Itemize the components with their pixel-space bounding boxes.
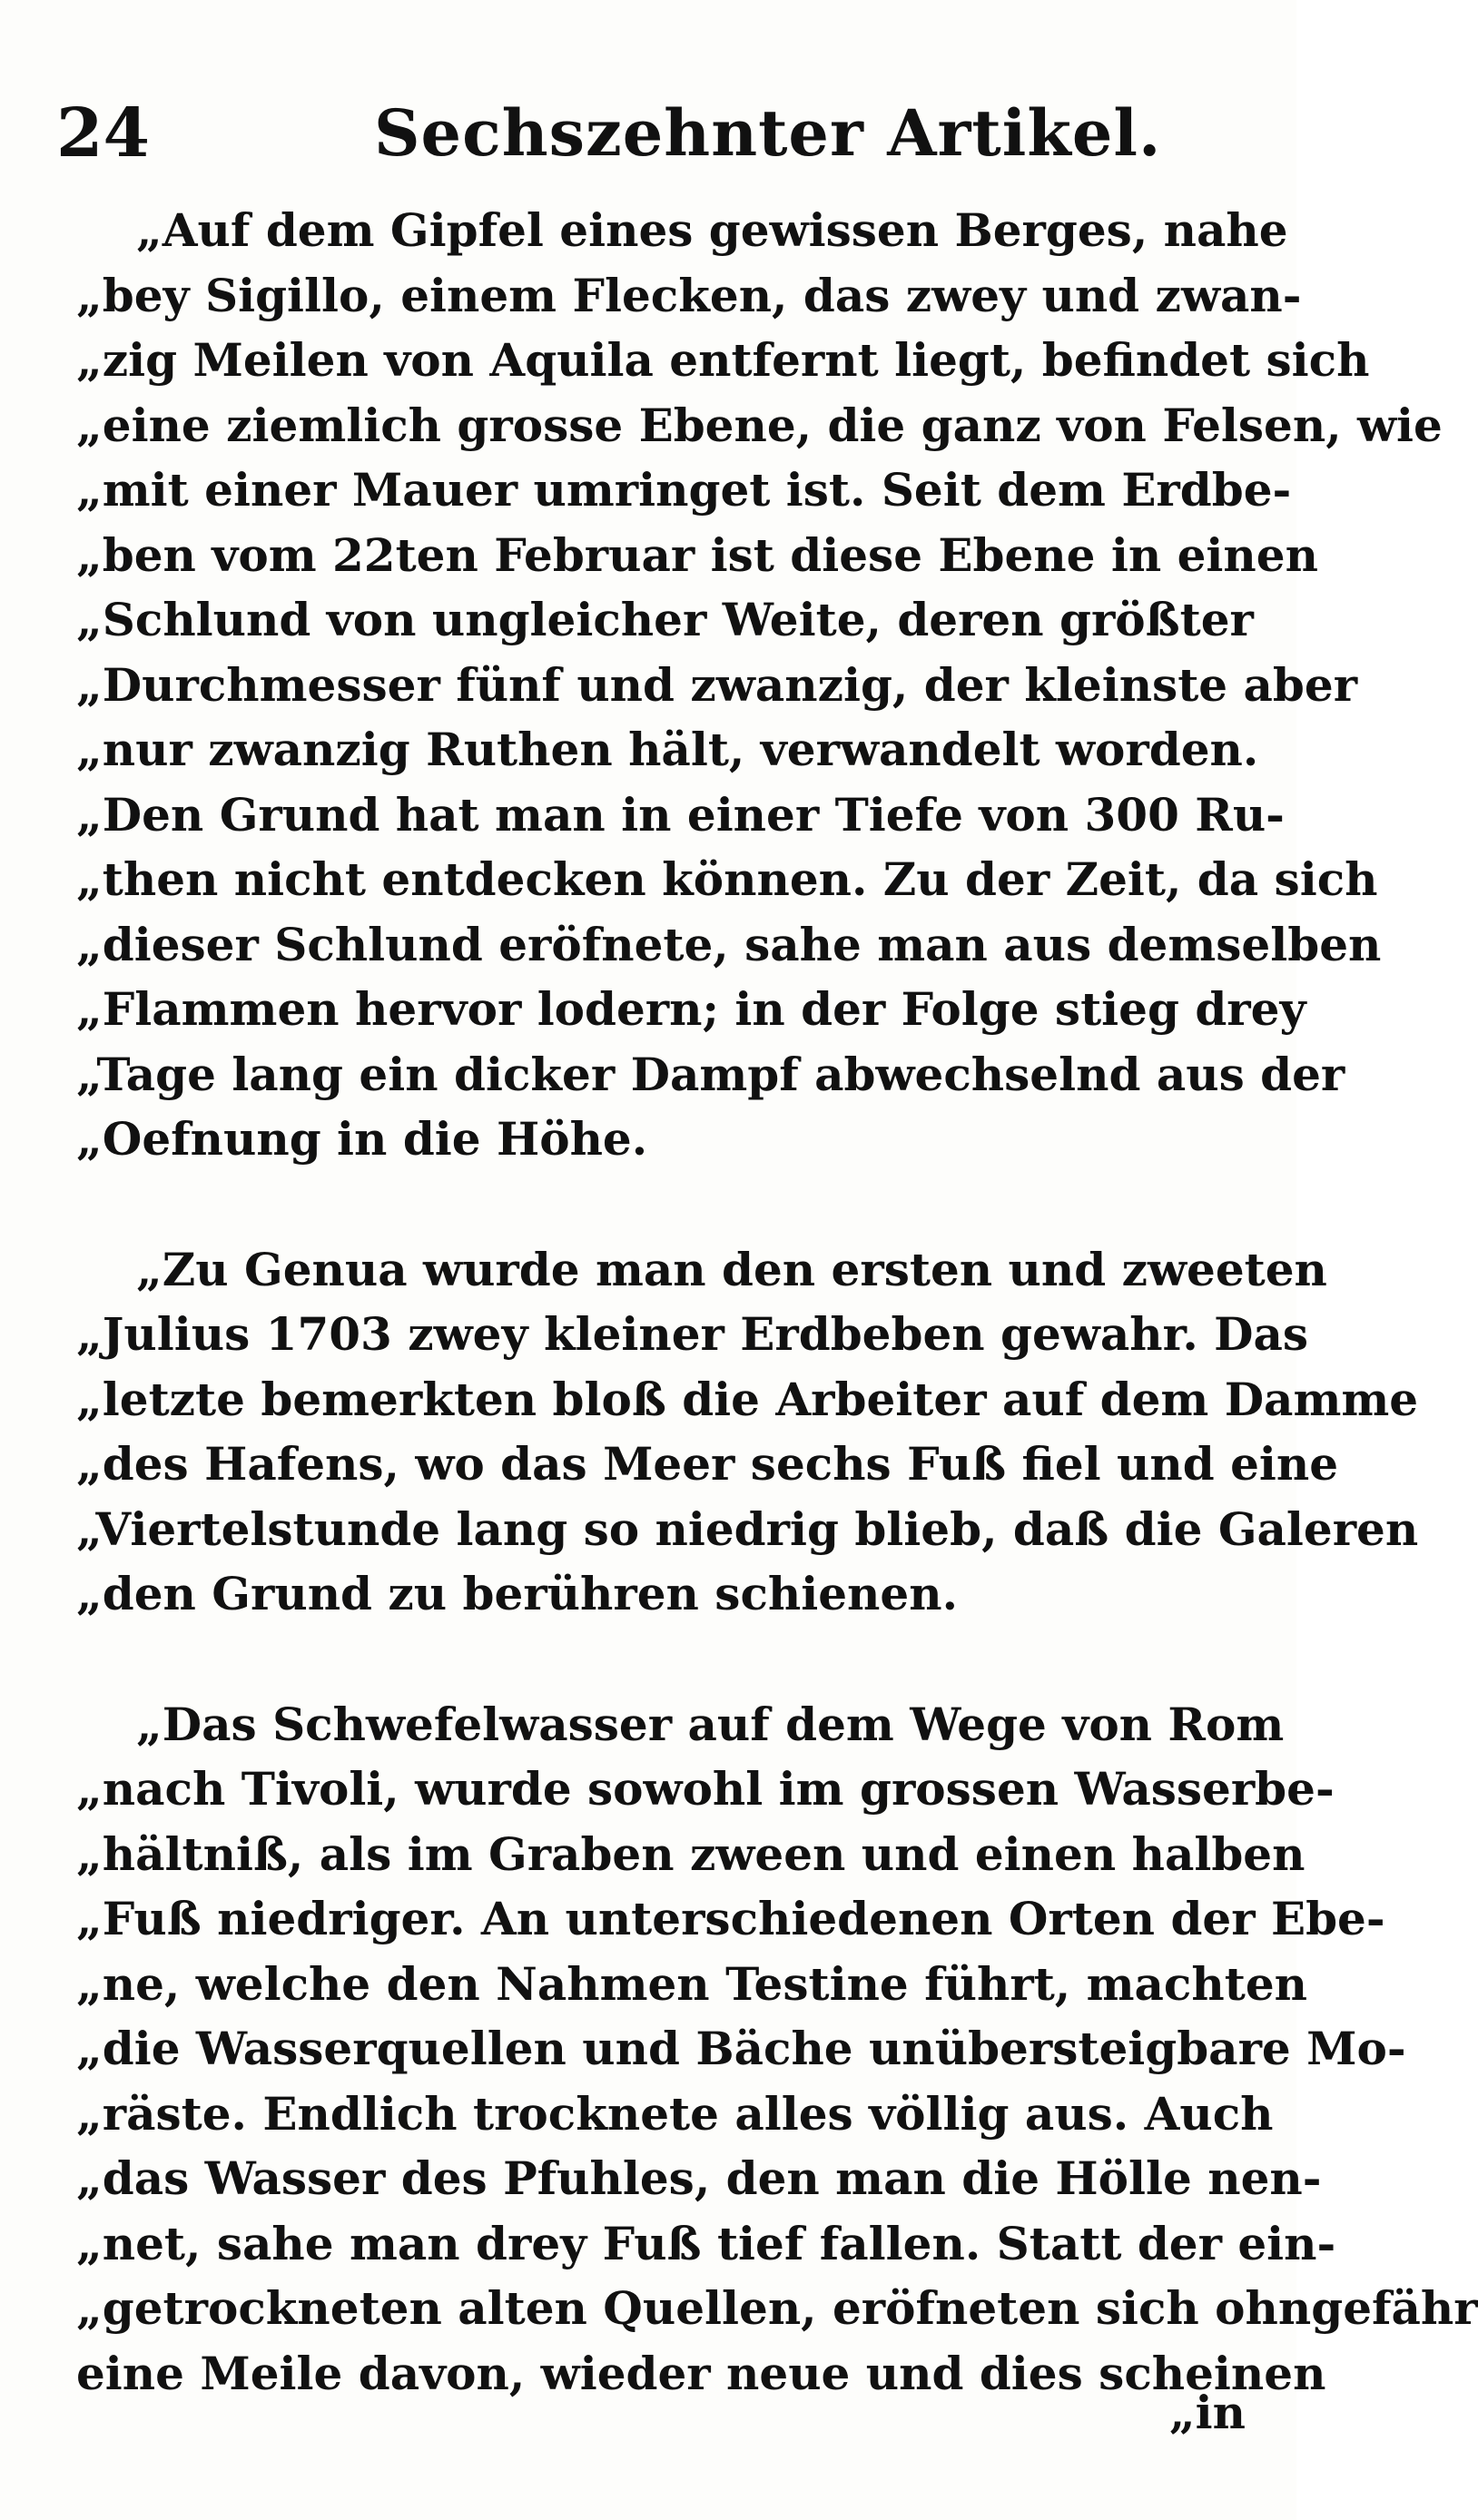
text-line: „die Wasserquellen und Bäche unübersteigbare Mo- — [76, 2022, 1406, 2075]
catchword: „in — [1168, 2386, 1246, 2439]
text-line: „Auf dem Gipfel eines gewissen Berges, nahe — [136, 203, 1288, 257]
text-line: „then nicht entdecken können. Zu der Zeit, da sich — [76, 852, 1378, 906]
page-number: 24 — [56, 94, 150, 172]
text-line: „letzte bemerkten bloß die Arbeiter auf dem Damme — [76, 1372, 1419, 1426]
paragraph-genua — [76, 1237, 1419, 1627]
text-line: „Schlund von ungleicher Weite, deren größter — [76, 593, 1254, 646]
text-line: „eine ziemlich grosse Ebene, die ganz von Felsen, wie — [76, 398, 1443, 452]
text-line: „räste. Endlich trocknete alles völlig aus. Auch — [76, 2086, 1274, 2141]
text-line: „net, sahe man drey Fuß tief fallen. Statt der ein- — [76, 2216, 1336, 2270]
paragraph-tivoli — [76, 1692, 1478, 2407]
text-line: „bey Sigillo, einem Flecken, das zwey und zwan- — [76, 268, 1302, 322]
text-line: „getrockneten alten Quellen, eröfneten sich ohngefähr — [76, 2281, 1478, 2335]
text-line: „Zu Genua wurde man den ersten und zweeten — [136, 1242, 1327, 1296]
text-line: „Fuß niedriger. An unterschiedenen Orten der Ebe- — [76, 1892, 1385, 1945]
text-line: „zig Meilen von Aquila entfernt liegt, befindet sich — [76, 333, 1370, 387]
text-line: „Oefnung in die Höhe. — [76, 1112, 648, 1166]
text-line: „nur zwanzig Ruthen hält, verwandelt worden. — [76, 723, 1259, 776]
body-text — [76, 198, 1478, 2406]
text-line: „Durchmesser fünf und zwanzig, der kleinste aber — [76, 657, 1358, 712]
text-line: „Tage lang ein dicker Dampf abwechselnd aus der — [76, 1047, 1345, 1101]
text-line: „des Hafens, wo das Meer sechs Fuß fiel und eine — [76, 1437, 1339, 1491]
text-line: „Den Grund hat man in einer Tiefe von 300 Ru- — [76, 787, 1285, 842]
running-head: Sechszehnter Artikel. — [374, 95, 1162, 171]
text-line: „Flammen hervor lodern; in der Folge stieg drey — [76, 982, 1306, 1036]
text-line: „mit einer Mauer umringet ist. Seit dem Erdbe- — [76, 463, 1292, 517]
text-line: „dieser Schlund eröfnete, sahe man aus demselben — [76, 917, 1382, 971]
text-line: eine Meile davon, wieder neue und dies scheinen — [76, 2346, 1326, 2400]
text-line: „das Wasser des Pfuhles, den man die Hölle nen- — [76, 2151, 1322, 2205]
text-line: „den Grund zu berühren schienen. — [76, 1567, 958, 1620]
text-line: „Julius 1703 zwey kleiner Erdbeben gewahr. Das — [76, 1307, 1309, 1361]
text-line: „hältniß, als im Graben zween und einen halben — [76, 1826, 1306, 1881]
page-header — [47, 84, 1255, 183]
text-line: „nach Tivoli, wurde sowohl im grossen Wasserbe- — [76, 1762, 1335, 1816]
text-line: „ne, welche den Nahmen Testine führt, machten — [76, 1956, 1307, 2011]
text-line: „Das Schwefelwasser auf dem Wege von Rom — [136, 1697, 1285, 1751]
text-line: „ben vom 22ten Februar ist diese Ebene in einen — [76, 527, 1318, 582]
text-line: „Viertelstunde lang so niedrig blieb, daß die Galeren — [76, 1501, 1419, 1556]
paragraph-sigillo — [76, 198, 1443, 1172]
